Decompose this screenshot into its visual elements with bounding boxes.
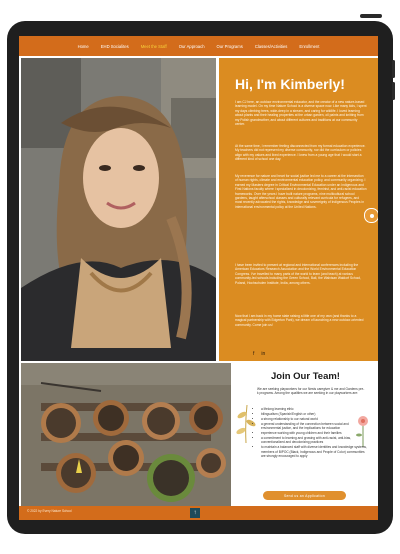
list-item: • experience working with young children and their families bbox=[261, 431, 369, 435]
top-nav bbox=[19, 36, 378, 56]
nav-enrollment[interactable]: Enrollment bbox=[299, 43, 320, 49]
nav-our-approach[interactable]: Our Approach bbox=[178, 43, 205, 49]
tablet-volume-down bbox=[392, 82, 395, 100]
intro-panel bbox=[219, 58, 378, 361]
nav-classes-activities[interactable]: Classes/Activities bbox=[254, 43, 288, 49]
intro-paragraph-1: I am CJ here, an outdoor environmental educator, and the creator of a new nature-based learning model. On my time Nature School is a diverse space now. Like many kids, I spent my days climbing trees, wide-deep in a stream, and caring for wildlife. I loved learning about plants and their healing properties at the urban garden, oil paints and knitting from my Polish grandmother, and about different cultures and traditions at our community center. bbox=[235, 100, 367, 127]
intro-paragraph-5: Now that I am back in my home state raising a little one of my own (and thanks to a magical partnership with Edgerton Park), we dream of launching a new outdoor-oriented community. Come join us! bbox=[235, 314, 364, 327]
nav-our-programs[interactable]: Our Programs bbox=[216, 43, 243, 49]
list-item: • a strong relationship to our natural world bbox=[261, 417, 369, 421]
tablet-volume-up bbox=[392, 60, 395, 78]
join-section bbox=[231, 363, 378, 506]
intro-heading: Hi, I'm Kimberly! bbox=[235, 76, 345, 92]
back-to-top-button[interactable]: ↑ bbox=[190, 508, 200, 518]
intro-paragraph-3: My reverence for nature and heart for social justice led me to a career at the intersection of human rights, climate and environmental education policy, and community organizing. I earned my Masters degree in Critical Environmental Education under an Indigenous and First Nations faculty where I specialized in decolonizing, feminist, and anti-racist education frameworks. Over the years I have built nature programs, nine multicultural school gardens, taught afterschool classes and culturally relevant curricula for refugees, and most recently advocated the rights, knowledge and sovereignty of Indigenous Peoples in international environmental policy at the United Nations. bbox=[235, 174, 367, 209]
social-links bbox=[253, 351, 265, 357]
list-item: • to maintain a balanced staff with diverse identities and knowledge systems, members of BIPOC (Black, Indigenous and People of Color) communities are strongly encouraged to apply bbox=[261, 445, 369, 458]
nav-home[interactable]: Home bbox=[77, 43, 89, 49]
nav-ehd-socialites[interactable]: EHD Socialites bbox=[100, 43, 129, 49]
footer bbox=[19, 506, 378, 520]
list-item: • a lifelong learning ethic bbox=[261, 407, 369, 411]
intro-paragraph-2: At the same time, I remember feeling disconnected from my formal education experience. My teachers did not represent my diverse community, nor did the curriculum or policies align with my values and lived experience. I knew from a young age that I would start a different kind of school one day. bbox=[235, 144, 366, 162]
screen bbox=[19, 36, 378, 520]
tablet-power-button bbox=[360, 14, 382, 18]
linkedin-icon[interactable]: in bbox=[261, 351, 266, 357]
nav-meet-the-staff[interactable]: Meet the Staff bbox=[140, 43, 167, 49]
garden-photo bbox=[21, 363, 231, 506]
apply-button[interactable]: Send us an Application bbox=[263, 491, 346, 500]
intro-paragraph-4: I have been invited to present at regional and international conferences including the American Educators Research Association and the World Environmental Education Congress. I've travelled to many parts of the world to learn (and teach) at various community-led schools including the Green School, Bali, the Walvisan Waldorf School, Poland, Hochschulen Institute, India, among others. bbox=[235, 263, 362, 285]
qualities-list bbox=[257, 407, 369, 459]
list-item: • bilingualism (Spanish/English or other) bbox=[261, 412, 369, 416]
list-item: • a commitment to learning and growing with anti-racist, anti-bias, conventionalized and decolonizing practices bbox=[261, 436, 369, 444]
portrait-photo bbox=[21, 58, 216, 361]
copyright-text: © 2022 by Every Nature School bbox=[27, 509, 72, 513]
join-intro: We are seeking playworkers for our Nests caregiver & me and Gardens pre-k programs. Among the qualities we are seeking in our playworkers are: bbox=[257, 387, 365, 396]
facebook-icon[interactable]: f bbox=[253, 351, 255, 357]
garden-illustration bbox=[21, 363, 231, 506]
chat-bubble-icon[interactable] bbox=[364, 208, 378, 223]
portrait-illustration bbox=[21, 58, 216, 361]
join-title: Join Our Team! bbox=[271, 371, 340, 382]
list-item: • a general understanding of the connection between social and environmental justice, and the implications for education bbox=[261, 422, 369, 430]
